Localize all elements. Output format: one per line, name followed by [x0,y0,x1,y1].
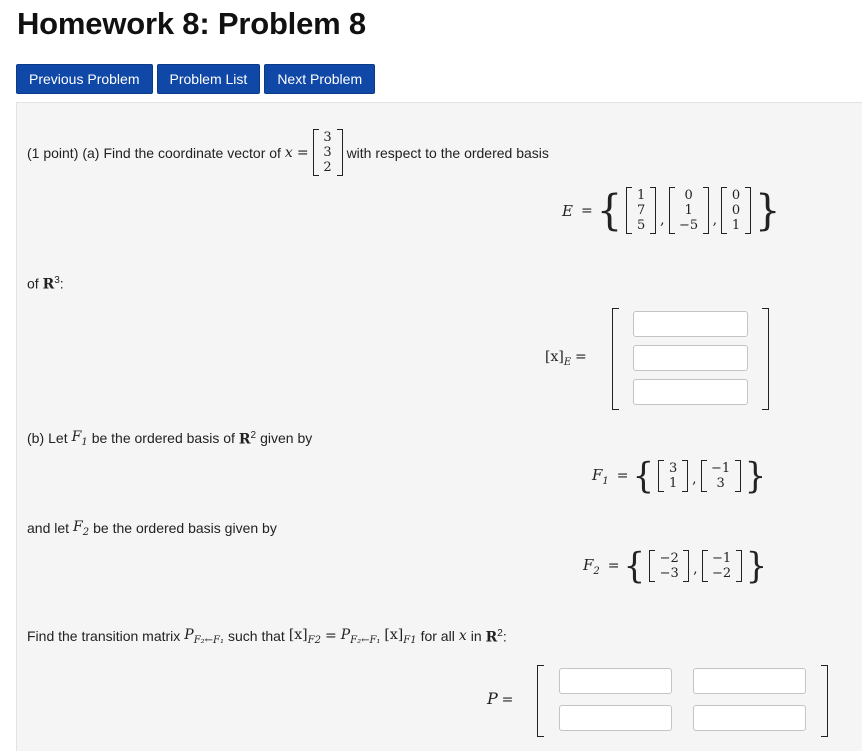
equals-sign: = [616,468,629,484]
P-answer-input-22[interactable] [693,705,806,731]
matrix-entry: 7 [637,203,646,218]
right-brace: } [744,455,767,497]
part-b-prompt [27,429,312,448]
part-b-text: be the ordered basis of [91,430,235,447]
matrix-entry: 0 [731,188,741,203]
xE-label [545,348,587,368]
F2-subscript: 2 [82,526,90,538]
basis-E-label: E [562,201,573,220]
equals-sign: = [580,202,593,219]
P-matrix-left-bracket [537,665,544,737]
with-respect-text: with respect to the ordered basis [346,144,549,161]
F1-symbol: F [592,465,603,484]
basis-F1-display: $F_1$ = { 3 1 , −1 3 } [592,455,767,497]
next-problem-button[interactable]: Next Problem [264,64,375,94]
xE-answer-input-2[interactable] [633,345,748,371]
matrix-entry: 1 [684,203,693,218]
problem-list-button[interactable]: Problem List [157,64,261,94]
of-text: of [27,275,39,292]
left-brace: { [596,186,623,235]
F2-subscript: 2 [593,565,600,577]
matrix-entry: 1 [637,188,646,203]
P-answer-input-11[interactable] [559,668,672,694]
and-let-text: and let [27,520,70,537]
points-label: (1 point) [27,144,79,161]
matrix-entry: 1 [669,476,678,491]
P-subscript: F₂←F₁ [193,634,224,646]
equals-sign: = [296,144,309,161]
P-answer-input-12[interactable] [693,668,806,694]
xE-answer-input-1[interactable] [633,311,748,337]
basis-F2-vector-2 [702,550,742,582]
xE-bracket-x: [x] [545,349,564,365]
matrix-entry: −1 [711,461,731,476]
basis-E-display: E = { 1 7 5 , 0 1 −5 , 0 0 1 } [562,186,781,235]
real-space-symbol: R [485,629,498,646]
basis-E-vector-2 [669,187,709,234]
F2-symbol: F [583,555,594,574]
left-brace: { [632,455,655,497]
part-a-label: (a) [82,144,100,161]
basis-E-vector-1 [626,187,656,234]
x-symbol: x [284,144,293,161]
transition-text: such that [228,628,285,645]
problem-navigation [16,64,375,94]
F1-symbol: F [71,429,82,445]
matrix-entry: 3 [716,476,725,491]
matrix-entry: −1 [712,551,732,566]
transition-text: in [470,628,482,645]
problem-panel [16,102,862,751]
xE-subscript: E [563,356,572,368]
previous-problem-button[interactable]: Previous Problem [16,64,153,94]
right-brace: } [755,186,781,235]
transition-text: Find the transition matrix [27,628,181,645]
x-vector-matrix [313,129,343,176]
r2-exponent: 2 [497,627,503,639]
right-brace: } [745,545,768,587]
real-space-symbol: R [42,276,55,293]
P-symbol: P [340,627,351,643]
F2-symbol: F [73,519,83,535]
P-label-row [487,689,513,708]
part-a-intro: Find the coordinate vector of [103,144,281,161]
F1-subscript: 1 [81,436,88,448]
matrix-entry: 0 [731,203,741,218]
answer-matrix-right-bracket [762,308,769,410]
bracket-x: [x] [288,627,308,643]
xE-answer-input-3[interactable] [633,379,748,405]
part-b-text: given by [260,430,313,447]
matrix-entry: 5 [637,218,646,233]
part-b-text: Let [48,430,68,447]
real-space-symbol: R [238,431,251,448]
basis-F2-vector-1 [649,550,689,582]
answer-matrix-left-bracket [612,308,619,410]
part-b-label: (b) [27,430,45,447]
matrix-entry: −2 [659,551,679,566]
P-answer-input-21[interactable] [559,705,672,731]
equals-sign: = [607,558,620,574]
P-symbol: P [184,627,194,643]
P-label: P [487,689,498,708]
left-brace: { [623,545,646,587]
r2-exponent: 2 [250,429,257,441]
and-let-F2-prompt [27,519,277,538]
x-vector-entry: 3 [323,130,332,145]
matrix-entry: 1 [731,218,741,233]
x-vector-entry: 3 [323,145,332,160]
basis-F1-vector-2 [701,460,741,492]
matrix-entry: −5 [679,218,699,233]
matrix-entry: −2 [712,566,732,581]
x-vector-entry: 2 [323,160,332,175]
basis-F1-vector-1 [658,460,688,492]
matrix-entry: 3 [669,461,678,476]
bracket-x: [x] [384,627,404,643]
of-R3-text: of $R^3$: [27,275,64,293]
matrix-entry: 0 [684,188,693,203]
basis-F2-display: $F_2$ = { −2 −3 , −1 −2 } [583,545,768,587]
transition-prompt: Find the transition matrix $P_{F_2\leftarrow F_1}$ such that $[x]_{F2}$ = $P_{F_2\leftarrow F_1}$ $[x]_{F1}$ for all x in $R^2$: [27,627,507,646]
r3-exponent: 3 [54,275,60,286]
equals-sign: = [324,628,337,645]
P-matrix-right-bracket [821,665,828,737]
basis-E-vector-3 [721,187,751,234]
transition-text: for all [420,628,455,645]
and-let-text: be the ordered basis given by [93,520,277,537]
part-a-prompt [27,129,549,176]
equals-sign: = [501,692,514,708]
x-symbol: x [458,628,467,645]
equals-sign: = [575,349,587,365]
F1-subscript: 1 [602,475,609,487]
P-subscript: F₂←F₁ [350,634,381,646]
matrix-entry: −3 [659,566,679,581]
page-title: Homework 8: Problem 8 [17,6,366,41]
